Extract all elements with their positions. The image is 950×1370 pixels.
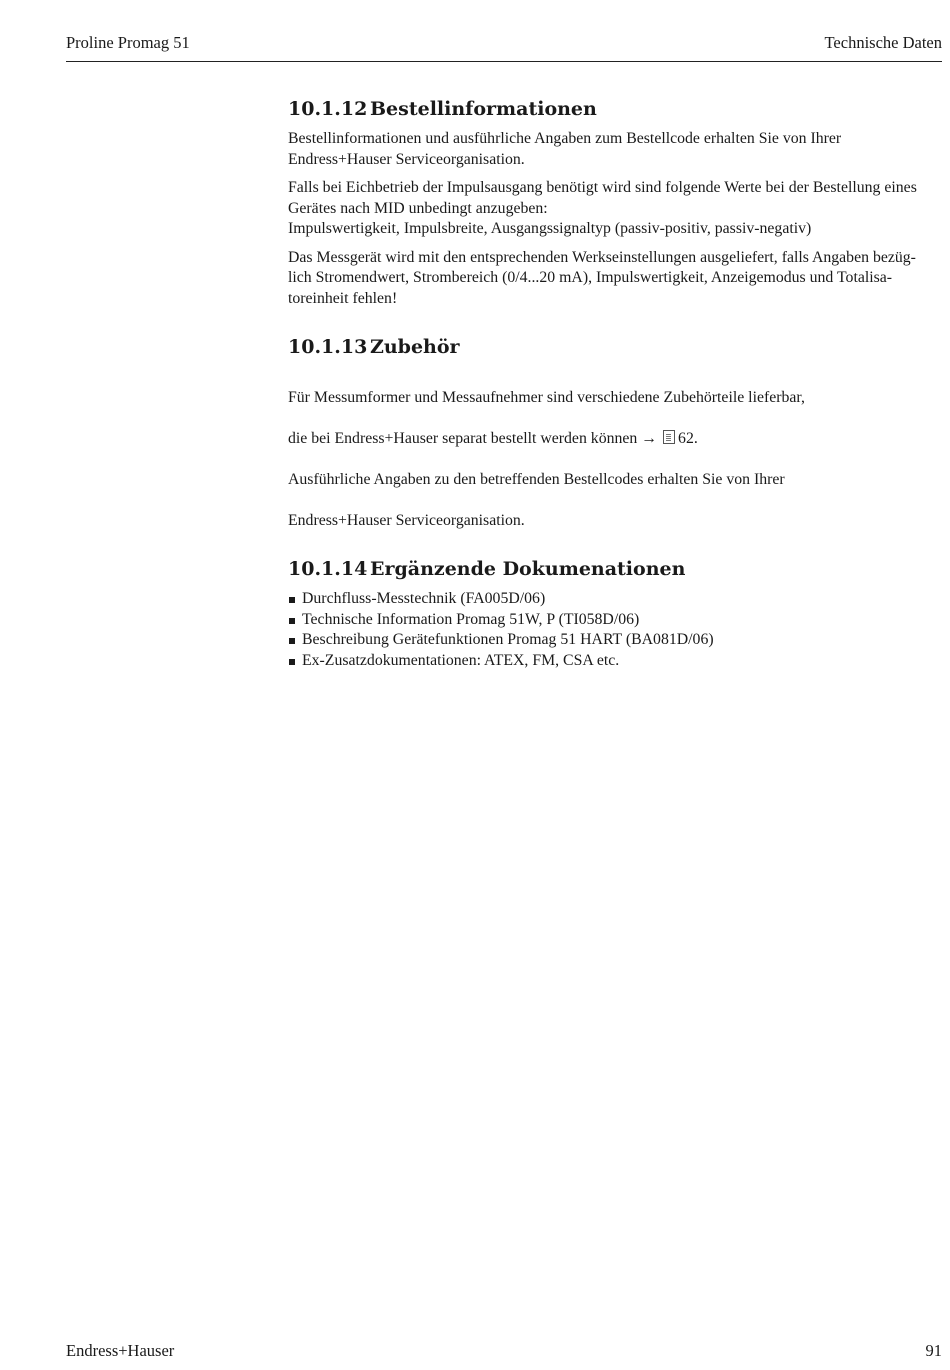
list-item	[288, 610, 948, 631]
footer-company: Endress+Hauser	[66, 1341, 175, 1360]
list-item-text: Ex-Zusatzdokumentationen: ATEX, FM, CSA etc.	[302, 651, 620, 669]
square-bullet-icon	[289, 618, 295, 624]
documentation-list	[288, 589, 948, 671]
list-item	[288, 589, 948, 610]
paragraph	[288, 367, 948, 531]
list-item-text: Durchfluss-Messtechnik (FA005D/06)	[302, 590, 546, 607]
paragraph: Falls bei Eichbetrieb der Impulsausgang benötigt wird sind folgende Werte bei der Bestellung eines Gerätes nach MID unbedingt anzugeben: Impulswertigkeit, Impulsbreite, Ausgangssignaltyp (passiv-positiv, passiv-negativ)	[288, 179, 917, 237]
section-ergaenzende-dokumenationen	[288, 556, 948, 671]
square-bullet-icon	[289, 638, 295, 644]
square-bullet-icon	[289, 597, 295, 603]
section-number: 10.1.13	[288, 336, 368, 358]
document-page-icon	[663, 430, 675, 444]
page-reference-link[interactable]: 62.	[678, 429, 698, 447]
text-line: Für Messumformer und Messaufnehmer sind verschiedene Zubehörteile lieferbar,	[288, 388, 805, 406]
header-product-name: Proline Promag 51	[66, 33, 190, 52]
page-header	[66, 31, 942, 62]
section-zubehoer	[288, 334, 948, 531]
page-footer	[66, 1341, 942, 1361]
square-bullet-icon	[289, 659, 295, 665]
list-item	[288, 630, 948, 651]
section-number: 10.1.14	[288, 558, 368, 580]
text-line: Endress+Hauser Serviceorganisation.	[288, 511, 525, 529]
paragraph: Bestellinformationen und ausführliche Angaben zum Bestellcode erhalten Sie von Ihrer Endress+Hauser Serviceorganisation.	[288, 130, 842, 168]
main-content	[288, 96, 948, 696]
section-number: 10.1.12	[288, 98, 368, 120]
section-heading	[288, 96, 948, 122]
page-number: 91	[925, 1341, 942, 1360]
text-line: Ausführliche Angaben zu den betreffenden Bestellcodes erhalten Sie von Ihrer	[288, 470, 785, 488]
section-heading	[288, 556, 948, 582]
header-chapter-title: Technische Daten	[824, 33, 942, 52]
section-heading	[288, 334, 948, 360]
section-bestellinformationen	[288, 96, 948, 309]
list-item-text: Beschreibung Gerätefunktionen Promag 51 HART (BA081D/06)	[302, 631, 714, 648]
section-title: Bestellinformationen	[370, 98, 597, 120]
text-line: die bei Endress+Hauser separat bestellt werden können →	[288, 429, 658, 447]
list-item-text: Technische Information Promag 51W, P (TI058D/06)	[302, 610, 640, 628]
paragraph: Das Messgerät wird mit den entsprechenden Werkseinstellungen ausgeliefert, falls Angaben bezüg- lich Stromendwert, Strombereich (0/4...20 mA), Impulswertigkeit, Anzeigemodus und Totalisa- toreinheit fehlen!	[288, 248, 916, 307]
section-title: Ergänzende Dokumenationen	[370, 558, 686, 580]
list-item	[288, 651, 948, 672]
section-title: Zubehör	[370, 336, 460, 358]
